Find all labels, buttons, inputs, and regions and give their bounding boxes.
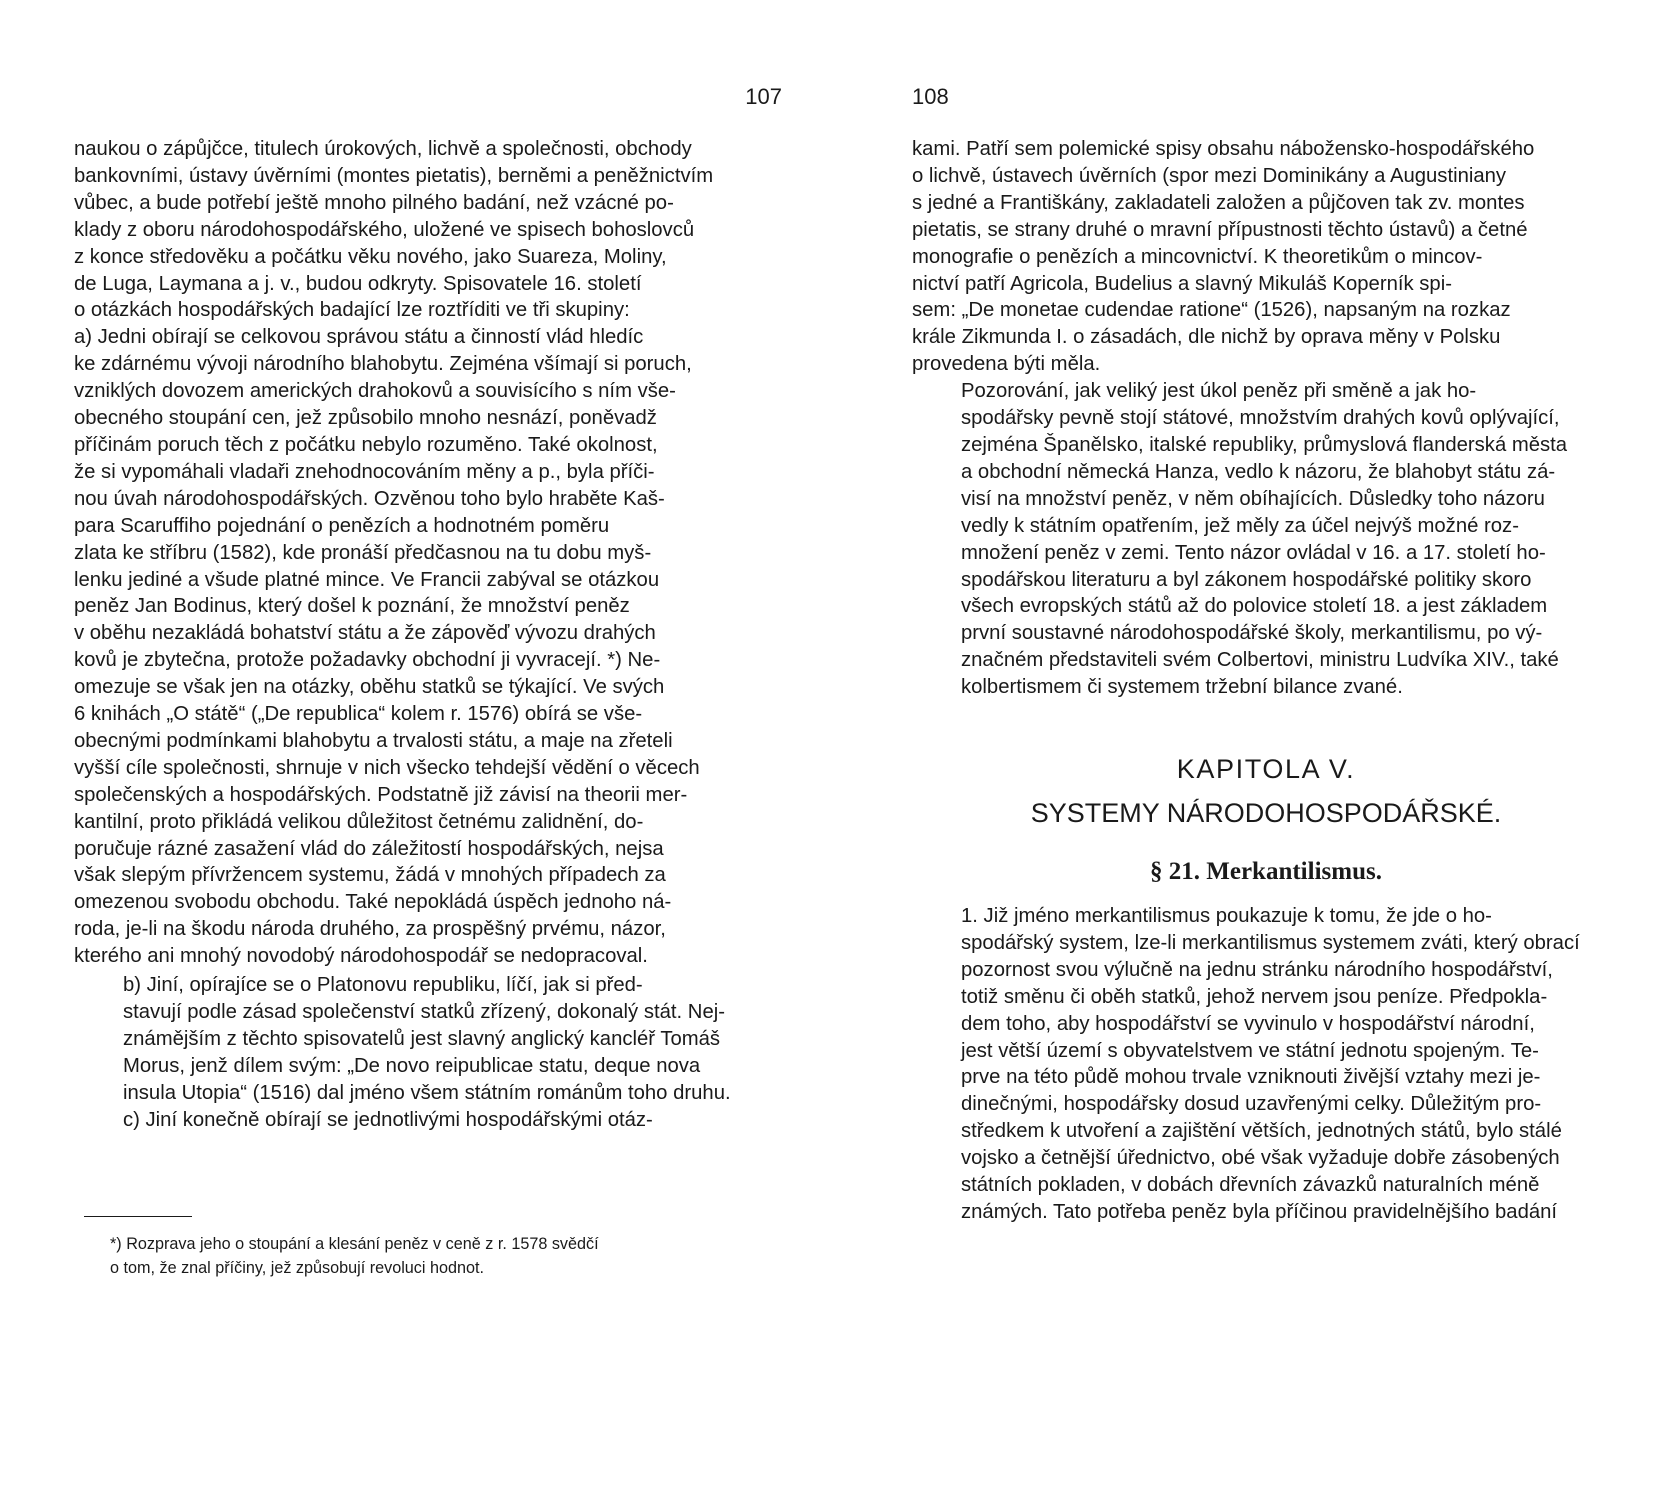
text-line: obecnými podmínkami blahobytu a trvalosti státu, a maje na zřeteli	[74, 729, 673, 752]
text-line: z konce středověku a počátku věku nového, jako Suareza, Moliny,	[74, 245, 667, 268]
chapter-subtitle: SYSTEMY NÁRODOHOSPODÁŘSKÉ.	[1030, 798, 1502, 829]
text-line: Morus, jenž dílem svým: „De novo reipublicae statu, deque nova	[123, 1054, 701, 1077]
text-line: o tom, že znal příčiny, jež způsobují revoluci hodnot.	[110, 1259, 485, 1277]
section-title: § 21. Merkantilismus.	[1150, 858, 1382, 886]
paragraph	[912, 903, 1620, 1226]
text-line: značném představiteli svém Colbertovi, ministru Ludvíka XIV., také	[961, 649, 1559, 672]
text-line: známých. Tato potřeba peněz byla příčinou pravidelnějšího badání	[961, 1201, 1558, 1223]
text-line: monografie o penězích a mincovnictví. K theoretikům o mincov-	[912, 245, 1483, 268]
text-line: naukou o zápůjčce, titulech úrokových, lichvě a společnosti, obchody	[74, 138, 692, 160]
text-line: visí na množství peněz, v něm obíhajících. Důsledky toho názoru	[961, 487, 1545, 510]
text-line: jest větší území s obyvatelstvem ve státní jednotu spojeným. Te-	[961, 1039, 1539, 1062]
text-line: vůbec, a bude potřebí ještě mnoho pilného badání, než vzácné po-	[74, 191, 674, 214]
page-body	[74, 136, 782, 1134]
paragraph	[74, 1107, 782, 1134]
text-line: kterého ani mnohý novodobý národohospodář se nedopracoval.	[74, 945, 648, 968]
text-line: příčinám poruch těch z počátku nebylo rozuměno. Také okolnost,	[74, 433, 658, 456]
text-line: kolbertismem či systemem tržební bilance zvané.	[961, 676, 1403, 699]
text-line: kovů je zbytečna, protože požadavky obchodní ji vyvracejí. *) Ne-	[74, 649, 661, 672]
text-line: sem: „De monetae cudendae ratione“ (1526), napsaným na rozkaz	[912, 299, 1511, 322]
text-line: zlata ke stříbru (1582), kde pronáší předčasnou na tu dobu myš-	[74, 541, 652, 564]
text-line: zejména Španělsko, italské republiky, průmyslová flanderská města	[961, 433, 1568, 456]
text-line: obecného stoupání cen, jež způsobilo mnoho nesnází, poněvadž	[74, 407, 657, 430]
text-line: množení peněz v zemi. Tento názor ovládal v 16. a 17. století ho-	[961, 541, 1546, 564]
left-page	[74, 0, 782, 1500]
page-number: 107	[745, 84, 782, 109]
text-line: provedena býti měla.	[912, 353, 1101, 376]
text-line: Pozorování, jak veliký jest úkol peněz při směně a jak ho-	[961, 380, 1477, 403]
text-line: stavují podle zásad společenství statků zřízený, dokonalý stát. Nej-	[123, 1001, 725, 1023]
text-line: poručuje rázné zasažení vlád do záležitostí hospodářských, nejsa	[74, 837, 664, 860]
footnote-text	[74, 1232, 782, 1280]
paragraph	[74, 972, 782, 1107]
footnote-divider	[84, 1216, 192, 1217]
text-line: pietatis, se strany druhé o mravní přípustnosti těchto ústavů) a četné	[912, 218, 1528, 241]
text-line: a obchodní německá Hanza, vedlo k názoru, že blahobyt státu zá-	[961, 460, 1556, 483]
text-line: v oběhu nezakládá bohatství státu a že zápověď vývozu drahých	[74, 622, 656, 645]
text-line: peněz Jan Bodinus, který došel k poznání, že množství peněz	[74, 595, 630, 618]
text-line: c) Jiní konečně obírají se jednotlivými hospodářskými otáz-	[123, 1108, 653, 1131]
text-line: kami. Patří sem polemické spisy obsahu nábožensko-hospodářského	[912, 138, 1535, 160]
text-line: s jedné a Františkány, zakladateli založen a půjčoven tak zv. montes	[912, 191, 1525, 214]
text-line: a) Jedni obírají se celkovou správou státu a činností vlád hledíc	[74, 326, 644, 349]
text-line: že si vypomáhali vladaři znehodnocováním měny a p., byla příči-	[74, 460, 655, 483]
page-number: 108	[912, 84, 949, 109]
text-line: státních pokladen, v dobách dřevních závazků naturalních méně	[961, 1174, 1540, 1197]
right-page	[912, 0, 1620, 1500]
text-line: *) Rozprava jeho o stoupání a klesání peněz v ceně z r. 1578 svědčí	[110, 1235, 599, 1253]
text-line: de Luga, Laymana a j. v., budou odkryty. Spisovatele 16. století	[74, 272, 642, 295]
text-line: o otázkách hospodářských badající lze roztříditi ve tři skupiny:	[74, 299, 630, 322]
text-line: bankovními, ústavy úvěrními (montes pietatis), berněmi a peněžnictvím	[74, 164, 714, 187]
paragraph	[912, 378, 1620, 701]
footnote	[74, 1232, 782, 1280]
text-line: para Scaruffiho pojednání o penězích a hodnotném poměru	[74, 514, 610, 537]
text-line: společenských a hospodářských. Podstatně již závisí na theorii mer-	[74, 783, 688, 806]
text-line: klady z oboru národohospodářského, uložené ve spisech bohoslovců	[74, 218, 695, 241]
page-body	[912, 136, 1620, 1226]
text-line: dinečnými, hospodářsky dosud uzavřenými celky. Důležitým pro-	[961, 1093, 1542, 1116]
text-line: nou úvah národohospodářských. Ozvěnou toho bylo hraběte Kaš-	[74, 487, 665, 510]
text-line: vojsko a četnější úřednictvo, obé však vyžaduje dobře zásobených	[961, 1147, 1560, 1170]
text-line: dem toho, aby hospodářství se vyvinulo v hospodářství národní,	[961, 1012, 1535, 1035]
text-line: vyšší cíle společnosti, shrnuje v nich všecko tehdejší vědění o věcech	[74, 756, 700, 779]
text-line: všech evropských států až do polovice století 18. a jest základem	[961, 595, 1548, 618]
text-line: b) Jiní, opírajíce se o Platonovu republiku, líčí, jak si před-	[123, 974, 643, 997]
text-line: lenku jediné a všude platné mince. Ve Francii zabýval se otázkou	[74, 568, 660, 591]
text-line: ke zdárnému vývoji národního blahobytu. Zejména všímají si poruch,	[74, 353, 692, 376]
text-line: nictví patří Agricola, Budelius a slavný Mikuláš Koperník spi-	[912, 272, 1452, 295]
text-line: totiž směnu či oběh statků, jehož nervem jsou peníze. Předpokla-	[961, 985, 1548, 1008]
text-line: první soustavné národohospodářské školy, merkantilismu, po vý-	[961, 622, 1543, 645]
chapter-title: KAPITOLA V.	[1176, 754, 1356, 785]
text-line: krále Zikmunda I. o zásadách, dle nichž by oprava měny v Polsku	[912, 326, 1501, 349]
text-line: prve na této půdě mohou trvale vzniknouti živější vztahy mezi je-	[961, 1066, 1541, 1089]
paragraph	[74, 136, 782, 970]
text-line: vzniklých dovozem amerických drahokovů a souvisícího s ním vše-	[74, 380, 676, 403]
text-line: roda, je-li na škodu národa druhého, za prospěšný prvému, názor,	[74, 918, 666, 941]
text-line: kantilní, proto přikládá velikou důležitost četnému zalidnění, do-	[74, 810, 644, 833]
text-line: spodářsky pevně stojí státové, množstvím drahých kovů oplývající,	[961, 407, 1560, 430]
text-line: spodářskou literaturu a byl zákonem hospodářské politiky skoro	[961, 568, 1532, 591]
text-line: omezenou svobodu obchodu. Také nepokládá úspěch jednoho ná-	[74, 891, 672, 914]
text-line: o lichvě, ústavech úvěrních (spor mezi Dominikány a Augustiniany	[912, 164, 1507, 187]
text-line: spodářský system, lze-li merkantilismus systemem zváti, který obrací	[961, 931, 1580, 954]
text-line: 1. Již jméno merkantilismus poukazuje k tomu, že jde o ho-	[961, 905, 1492, 928]
text-line: středkem k utvoření a zajištění větších, jednotných států, bylo stálé	[961, 1120, 1562, 1143]
text-line: insula Utopia“ (1516) dal jméno všem státním románům toho druhu.	[123, 1081, 731, 1104]
text-line: omezuje se však jen na otázky, oběhu statků se týkající. Ve svých	[74, 676, 665, 699]
text-line: známějším z těchto spisovatelů jest slavný anglický kancléř Tomáš	[123, 1027, 721, 1050]
text-line: 6 knihách „O státě“ („De republica“ kolem r. 1576) obírá se vše-	[74, 703, 643, 726]
text-line: však slepým přívržencem systemu, žádá v mnohých případech za	[74, 864, 666, 887]
paragraph	[912, 136, 1620, 378]
text-line: pozornost svou výlučně na jednu stránku národního hospodářství,	[961, 958, 1553, 981]
text-line: vedly k státním opatřením, jež měly za účel nejvýš možné roz-	[961, 514, 1519, 537]
